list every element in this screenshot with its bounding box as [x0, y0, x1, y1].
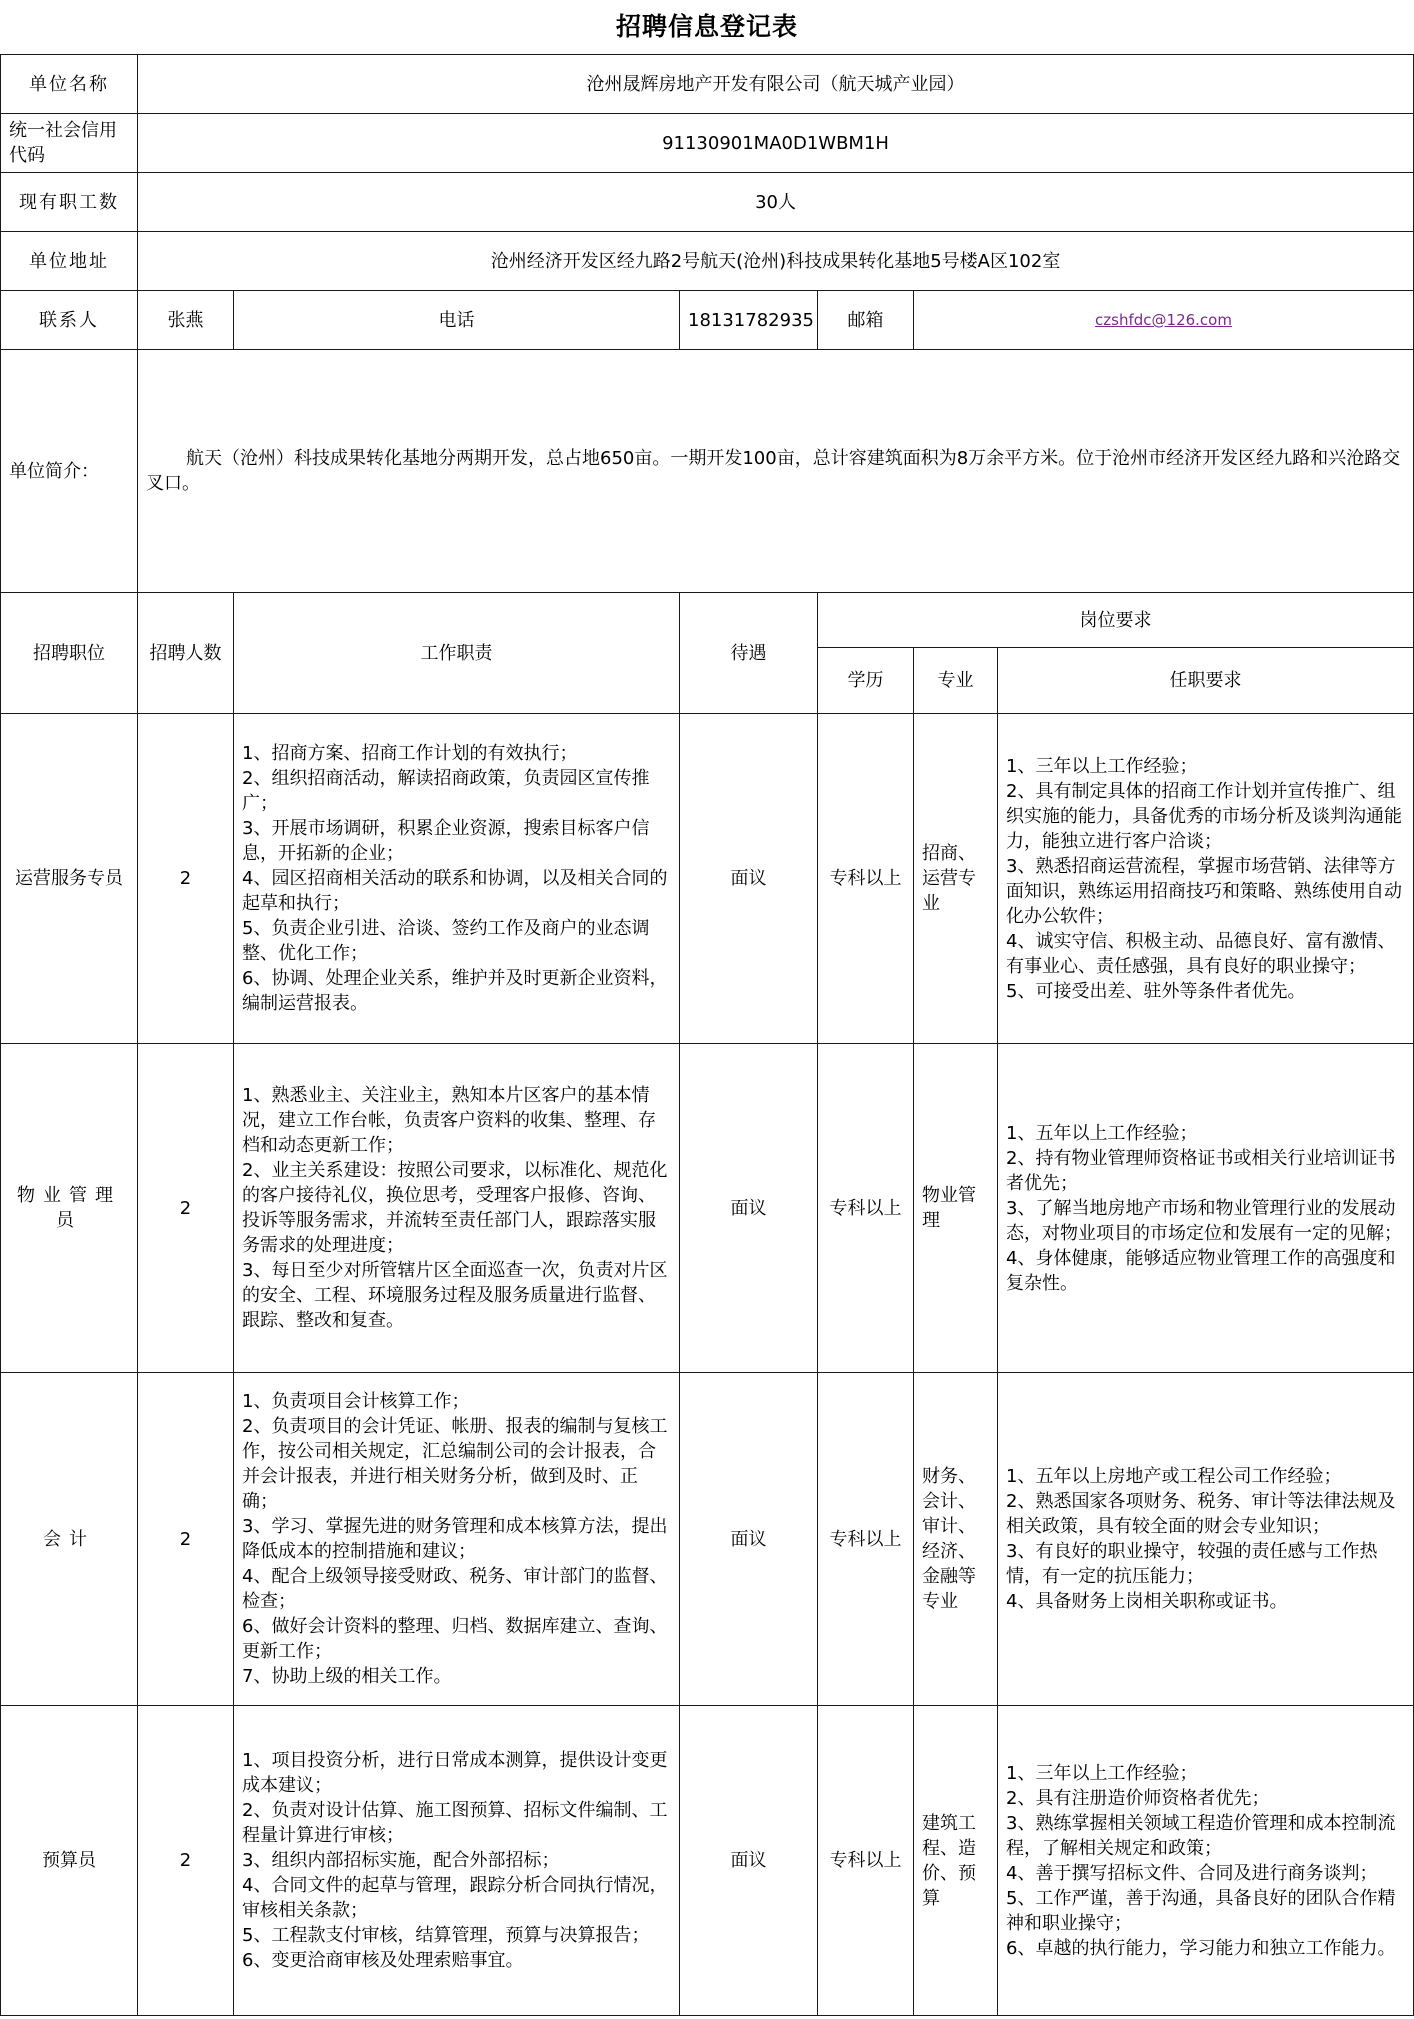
job-duties: [234, 714, 680, 1044]
duty-line: 2、负责项目的会计凭证、帐册、报表的编制与复核工作，按公司相关规定，汇总编制公司的会计报表，合并会计报表，并进行相关财务分析，做到及时、正确；: [242, 1416, 668, 1512]
header-position: 招聘职位: [1, 593, 138, 714]
job-position: 预算员: [1, 1706, 138, 2016]
duty-line: 7、协助上级的相关工作。: [242, 1666, 452, 1687]
job-position: 会计: [1, 1373, 138, 1706]
job-education: 专科以上: [818, 714, 914, 1044]
duty-line: 2、组织招商活动，解读招商政策，负责园区宣传推广；: [242, 768, 650, 814]
job-qualifications: [998, 1706, 1414, 2016]
job-major: 物业管理: [914, 1044, 998, 1373]
staff-count-label: 现有职工数: [1, 173, 138, 232]
qualification-line: 1、五年以上工作经验；: [1006, 1122, 1198, 1144]
duty-line: 1、熟悉业主、关注业主，熟知本片区客户的基本情况，建立工作台帐，负责客户资料的收集、整理、存档和动态更新工作；: [242, 1085, 656, 1156]
job-count: 2: [138, 1706, 234, 2016]
address-label: 单位地址: [1, 232, 138, 291]
duty-line: 6、变更洽商审核及处理索赔事宜。: [242, 1950, 524, 1971]
credit-code-label: 统一社会信用代码: [1, 114, 138, 173]
qualification-line: 5、可接受出差、驻外等条件者优先。: [1006, 980, 1306, 1002]
header-requirements: 岗位要求: [818, 593, 1414, 648]
job-salary: 面议: [680, 714, 818, 1044]
company-name-label: 单位名称: [1, 55, 138, 114]
contact-label: 联系人: [1, 291, 138, 350]
duty-line: 1、招商方案、招商工作计划的有效执行；: [242, 743, 578, 764]
header-education: 学历: [818, 648, 914, 714]
header-count: 招聘人数: [138, 593, 234, 714]
job-position: 运营服务专员: [1, 714, 138, 1044]
duty-line: 3、开展市场调研，积累企业资源，搜索目标客户信息，开拓新的企业；: [242, 818, 650, 864]
job-salary: 面议: [680, 1706, 818, 2016]
row-company-name: [1, 55, 1414, 114]
qualification-line: 3、了解当地房地产市场和物业管理行业的发展动态，对物业项目的市场定位和发展有一定的见解；: [1006, 1197, 1402, 1244]
qualification-line: 4、善于撰写招标文件、合同及进行商务谈判；: [1006, 1862, 1378, 1884]
form-table: [0, 54, 1414, 2016]
job-education: 专科以上: [818, 1044, 914, 1373]
duty-line: 5、负责企业引进、洽谈、签约工作及商户的业态调整、优化工作；: [242, 918, 650, 964]
header-qualifications: 任职要求: [998, 648, 1414, 714]
duty-line: 1、项目投资分析，进行日常成本测算，提供设计变更成本建议；: [242, 1750, 668, 1796]
qualification-line: 3、熟悉招商运营流程，掌握市场营销、法律等方面知识，熟练运用招商技巧和策略、熟练使用自动化办公软件；: [1006, 855, 1402, 927]
qualification-line: 3、熟练掌握相关领域工程造价管理和成本控制流程，了解相关规定和政策；: [1006, 1812, 1396, 1859]
duty-line: 5、工程款支付审核，结算管理，预算与决算报告；: [242, 1925, 650, 1946]
contact-value: 张燕: [138, 291, 234, 350]
header-row-1: [1, 593, 1414, 648]
job-qualifications: [998, 714, 1414, 1044]
intro-cell: [138, 350, 1414, 593]
qualification-line: 3、有良好的职业操守，较强的责任感与工作热情，有一定的抗压能力；: [1006, 1541, 1378, 1587]
qualification-line: 1、五年以上房地产或工程公司工作经验；: [1006, 1466, 1342, 1487]
job-major: 财务、会计、审计、经济、金融等专业: [914, 1373, 998, 1706]
staff-count-value: 30人: [138, 173, 1414, 232]
job-position: 物业管理员: [1, 1044, 138, 1373]
job-major: 招商、运营专业: [914, 714, 998, 1044]
header-duties: 工作职责: [234, 593, 680, 714]
duty-line: 3、每日至少对所管辖片区全面巡查一次，负责对片区的安全、工程、环境服务过程及服务质量进行监督、跟踪、整改和复查。: [242, 1260, 668, 1331]
duty-line: 2、负责对设计估算、施工图预算、招标文件编制、工程量计算进行审核；: [242, 1800, 668, 1846]
job-count: 2: [138, 714, 234, 1044]
duty-line: 1、负责项目会计核算工作；: [242, 1391, 470, 1412]
job-count: 2: [138, 1373, 234, 1706]
job-salary: 面议: [680, 1373, 818, 1706]
qualification-line: 5、工作严谨，善于沟通，具备良好的团队合作精神和职业操守；: [1006, 1887, 1396, 1934]
job-duties: [234, 1373, 680, 1706]
job-row: [1, 1706, 1414, 2016]
qualification-line: 1、三年以上工作经验；: [1006, 755, 1198, 777]
intro-label: 单位简介：: [1, 350, 138, 593]
qualification-line: 2、具有制定具体的招商工作计划并宣传推广、组织实施的能力，具备优秀的市场分析及谈判沟通能力，能独立进行客户洽谈；: [1006, 780, 1402, 852]
job-row: [1, 714, 1414, 1044]
job-row: [1, 1373, 1414, 1706]
row-staff-count: [1, 173, 1414, 232]
header-major: 专业: [914, 648, 998, 714]
job-education: 专科以上: [818, 1706, 914, 2016]
duty-line: 6、协调、处理企业关系，维护并及时更新企业资料，编制运营报表。: [242, 968, 668, 1014]
qualification-line: 4、诚实守信、积极主动、品德良好、富有激情、有事业心、责任感强，具有良好的职业操守；: [1006, 930, 1396, 977]
address-value: 沧州经济开发区经九路2号航天(沧州)科技成果转化基地5号楼A区102室: [138, 232, 1414, 291]
row-address: [1, 232, 1414, 291]
company-name-value: 沧州晟辉房地产开发有限公司（航天城产业园）: [138, 55, 1414, 114]
phone-value: 18131782935: [680, 291, 818, 350]
job-duties: [234, 1044, 680, 1373]
email-link[interactable]: czshfdc@126.com: [1095, 311, 1232, 329]
row-intro: [1, 350, 1414, 593]
duty-line: 2、业主关系建设：按照公司要求，以标准化、规范化的客户接待礼仪，换位思考，受理客户报修、咨询、投诉等服务需求，并流转至责任部门人，跟踪落实服务需求的处理进度；: [242, 1160, 668, 1256]
job-qualifications: [998, 1373, 1414, 1706]
header-salary: 待遇: [680, 593, 818, 714]
duty-line: 4、配合上级领导接受财政、税务、审计部门的监督、检查；: [242, 1566, 668, 1612]
row-contact: [1, 291, 1414, 350]
row-credit-code: [1, 114, 1414, 173]
job-count: 2: [138, 1044, 234, 1373]
duty-line: 3、组织内部招标实施，配合外部招标；: [242, 1850, 560, 1871]
page-title: 招聘信息登记表: [615, 12, 798, 41]
qualification-line: 4、具备财务上岗相关职称或证书。: [1006, 1591, 1288, 1612]
qualification-line: 4、身体健康，能够适应物业管理工作的高强度和复杂性。: [1006, 1247, 1396, 1294]
qualification-line: 2、熟悉国家各项财务、税务、审计等法律法规及相关政策，具有较全面的财会专业知识；: [1006, 1491, 1396, 1537]
qualification-line: 6、卓越的执行能力，学习能力和独立工作能力。: [1006, 1937, 1396, 1959]
email-label: 邮箱: [818, 291, 914, 350]
phone-label: 电话: [234, 291, 680, 350]
qualification-line: 2、持有物业管理师资格证书或相关行业培训证书者优先；: [1006, 1147, 1396, 1194]
duty-line: 3、学习、掌握先进的财务管理和成本核算方法，提出降低成本的控制措施和建议；: [242, 1516, 668, 1562]
job-education: 专科以上: [818, 1373, 914, 1706]
job-duties: [234, 1706, 680, 2016]
intro-text: 航天（沧州）科技成果转化基地分两期开发，总占地650亩。一期开发100亩，总计容建筑面积为8万余平方米。位于沧州市经济开发区经九路和兴沧路交叉口。: [146, 448, 1401, 494]
job-major: 建筑工程、造价、预算: [914, 1706, 998, 2016]
duty-line: 4、合同文件的起草与管理，跟踪分析合同执行情况，审核相关条款；: [242, 1875, 668, 1921]
credit-code-value: 91130901MA0D1WBM1H: [138, 114, 1414, 173]
duty-line: 4、园区招商相关活动的联系和协调，以及相关合同的起草和执行；: [242, 868, 668, 914]
qualification-line: 1、三年以上工作经验；: [1006, 1762, 1198, 1784]
job-row: [1, 1044, 1414, 1373]
job-qualifications: [998, 1044, 1414, 1373]
email-cell: [914, 291, 1414, 350]
job-salary: 面议: [680, 1044, 818, 1373]
duty-line: 6、做好会计资料的整理、归档、数据库建立、查询、更新工作；: [242, 1616, 668, 1662]
qualification-line: 2、具有注册造价师资格者优先；: [1006, 1787, 1270, 1809]
